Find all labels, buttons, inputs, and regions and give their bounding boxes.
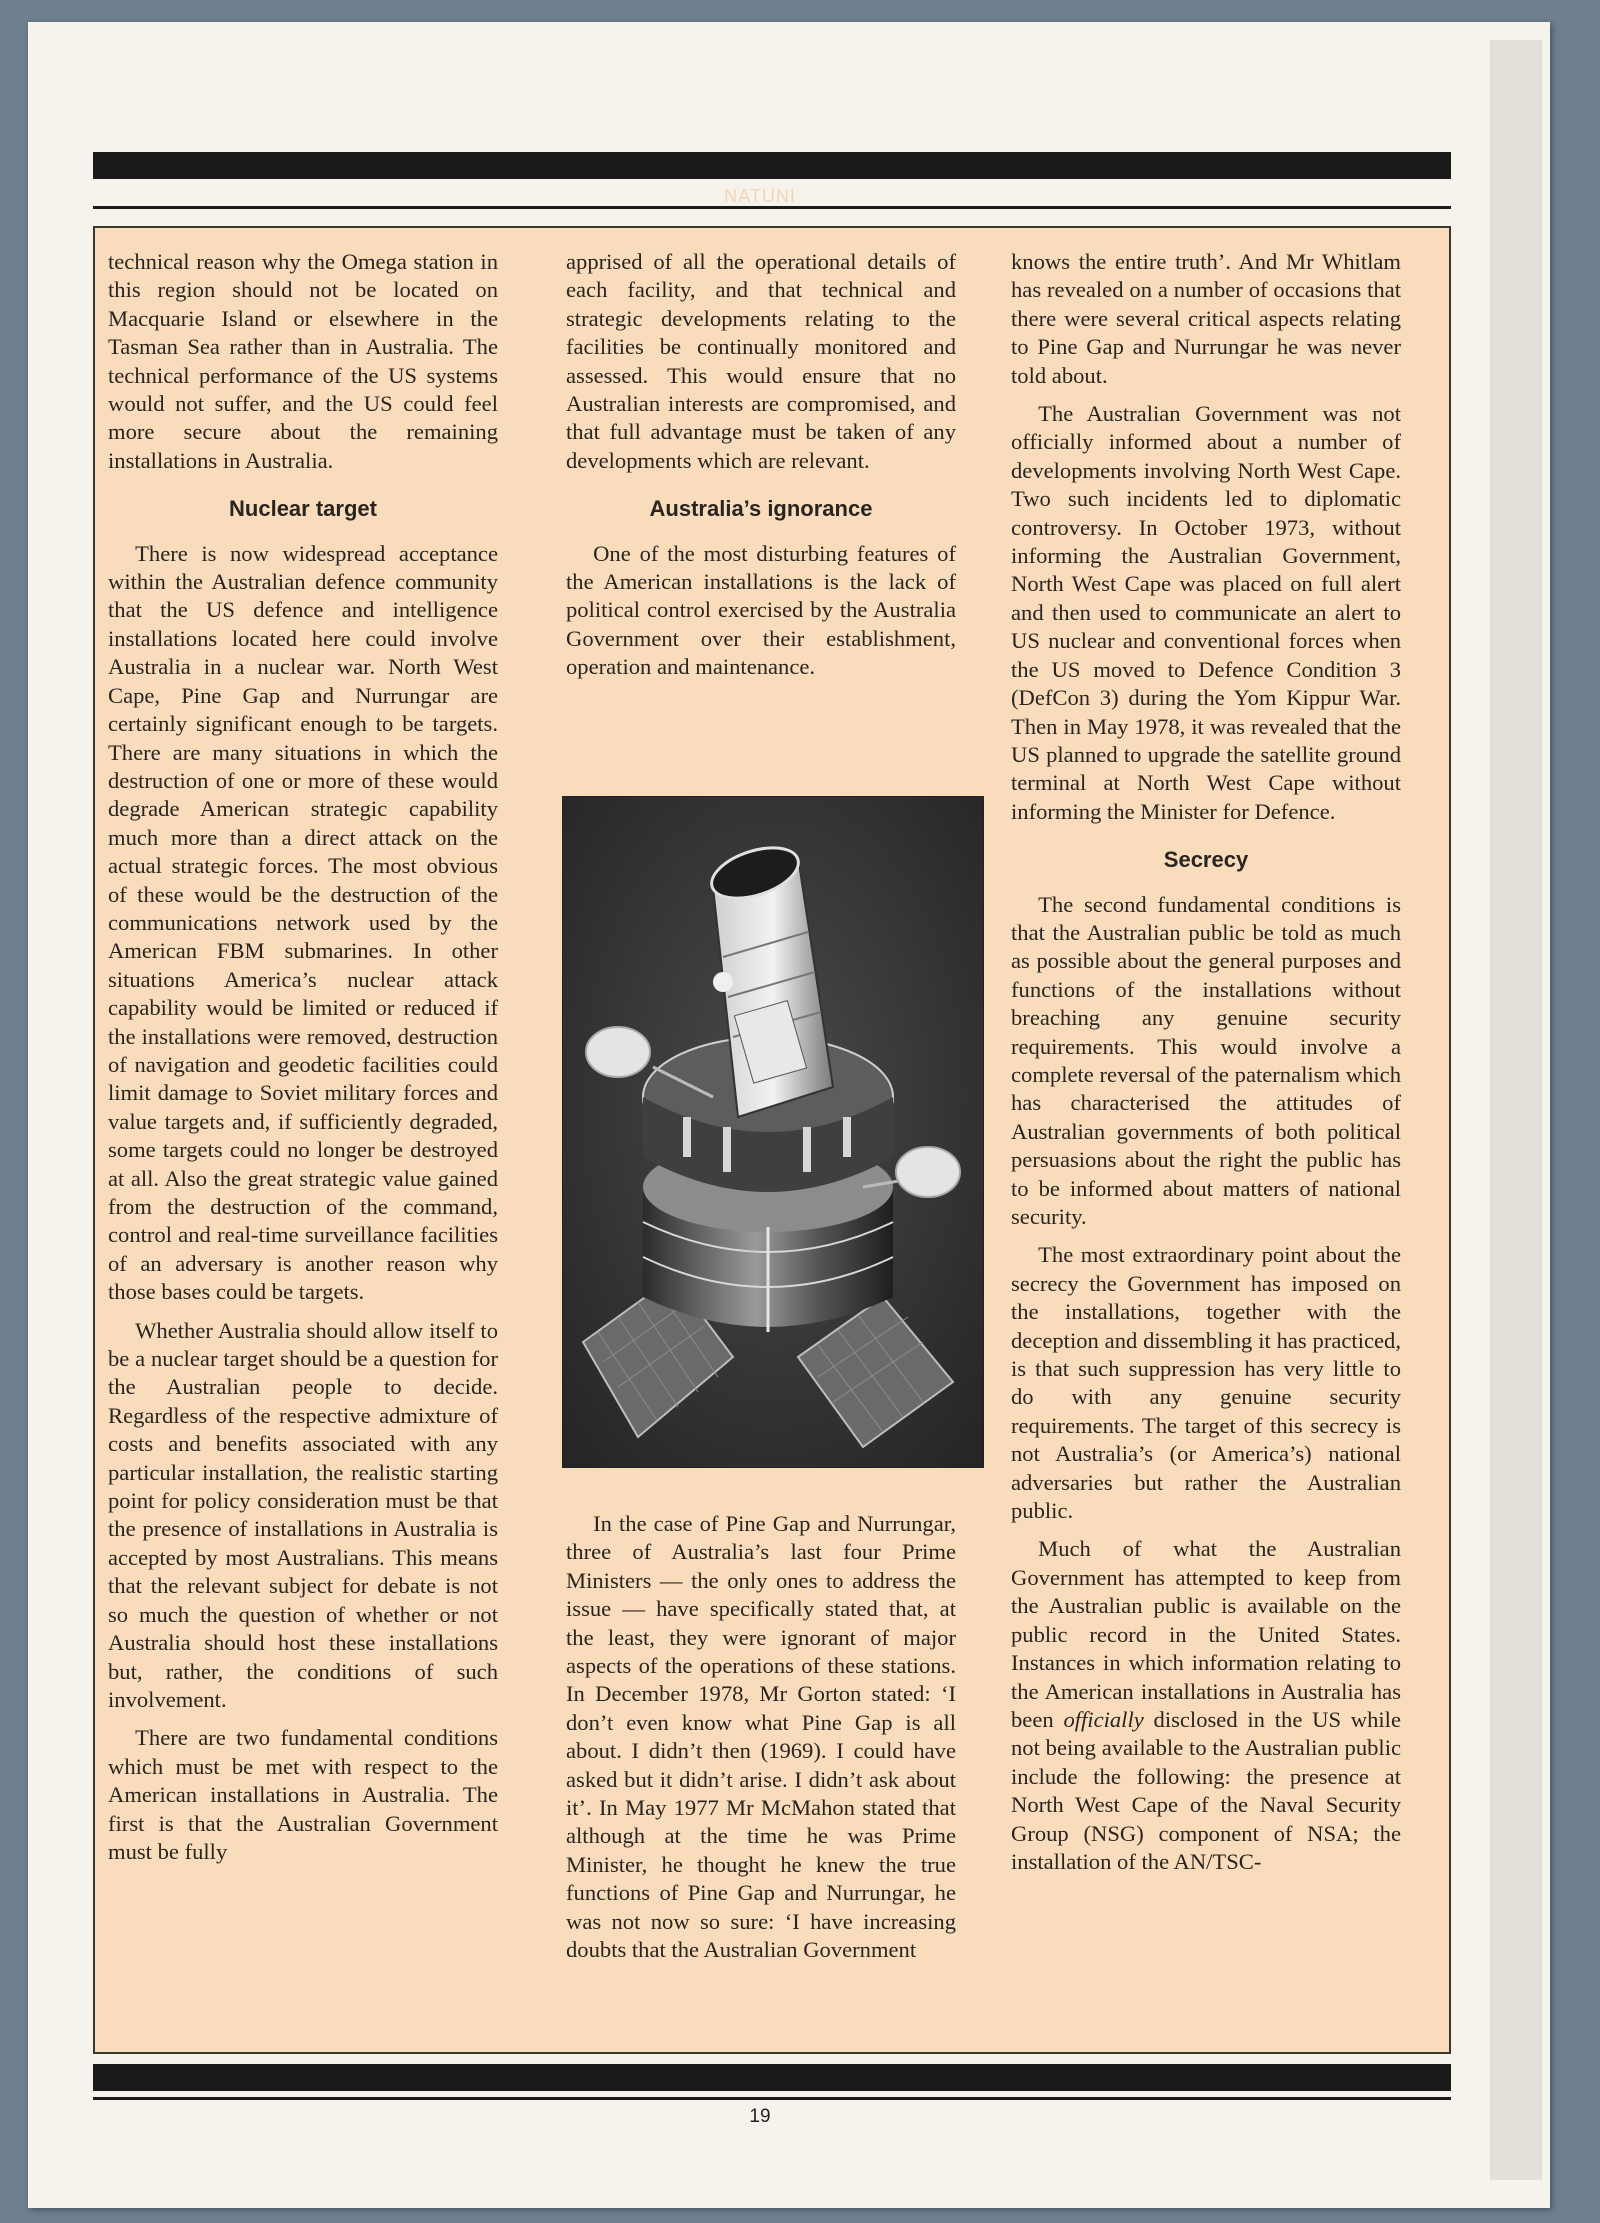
footer-rule bbox=[93, 2097, 1451, 2100]
officially-emphasis: officially bbox=[1063, 1706, 1144, 1732]
satellite-illustration bbox=[563, 797, 983, 1467]
heading-australias-ignorance: Australia’s ignorance bbox=[649, 496, 873, 522]
col3-paragraph-1: knows the entire truth’. And Mr Whitlam has revealed on a number of occasions that there were several critical aspects relating to Pine Gap and Nurrungar he was never told about. bbox=[1011, 249, 1401, 388]
heading-nuclear-target: Nuclear target bbox=[229, 496, 377, 522]
col2-paragraph-1: apprised of all the operational details of each facility, and that technical and strategic developments relating to the facilities be continually monitored and assessed. This would ensure that no Australian interests are compromised, and that full advantage must be taken of any developments which are relevant. bbox=[566, 249, 956, 473]
col3-paragraph-5-part-a: Much of what the Australian Government has attempted to keep from the Australian public is available on the public record in the United States. Instances in which information relating to the American installations in Australia has been bbox=[1011, 1536, 1401, 1732]
header-rule bbox=[93, 206, 1451, 209]
col1-paragraph-2: There is now widespread acceptance within the Australian defence community that the US defence and intelligence installations located here could involve Australia in a nuclear war. North West Cape, Pine Gap and Nurrungar are certainly significant enough to be targets. There are many situations in which the destruction of one or more of these would degrade American strategic capability much more than a direct attack on the actual strategic forces. The most obvious of these would be the destruction of the communications network used by the American FBM submarines. In other situations America’s nuclear attack capability would be limited or reduced if the installations were removed, destruction of navigation and geodetic facilities could limit damage to Soviet military forces and value targets and, if sufficiently degraded, some targets could no longer be destroyed at all. Also the great strategic value gained from the destruction of the command, control and real-time surveillance facilities of an adversary is another reason why those bases could be targets. bbox=[108, 540, 498, 1305]
satellite-photo bbox=[562, 796, 984, 1468]
col3-paragraph-5-part-b: disclosed in the US while not being available to the Australian public include the following: the presence at North West Cape of the Naval Security Group (NSG) component of NSA; the installation of the AN/TSC- bbox=[1011, 1706, 1401, 1874]
column-1 bbox=[108, 248, 498, 1876]
column-2-bottom bbox=[566, 1510, 956, 1975]
column-2-top bbox=[566, 248, 956, 692]
col1-paragraph-1: technical reason why the Omega station in this region should not be located on Macquarie Island or elsewhere in the Tasman Sea rather than in Australia. The technical performance of the US systems would not suffer, and the US could feel more secure about the remaining installations in Australia. bbox=[108, 249, 498, 473]
col3-paragraph-2: The Australian Government was not officially informed about a number of developments involving North West Cape. Two such incidents led to diplomatic controversy. In October 1973, without informing the Australian Government, North West Cape was placed on full alert and then used to communicate an alert to US nuclear and conventional forces when the US moved to Defence Condition 3 (DefCon 3) during the Yom Kippur War. Then in May 1978, it was revealed that the US planned to upgrade the satellite ground terminal at North West Cape without informing the Minister for Defence. bbox=[1011, 401, 1401, 824]
col2-paragraph-2: One of the most disturbing features of the American installations is the lack of political control exercised by the Australia Government over their establishment, operation and maintenance. bbox=[566, 540, 956, 680]
footer-bar bbox=[93, 2064, 1451, 2091]
col2-paragraph-3: In the case of Pine Gap and Nurrungar, three of Australia’s last four Prime Ministers — the only ones to address the issue — have specifically stated that, at the least, they were ignorant of major aspects of the operations of these stations. In December 1978, Mr Gorton stated: ‘I don’t even know what Pine Gap is all about. I didn’t then (1969). I could have asked but it didn’t arise. I didn’t ask about it’. In May 1977 Mr McMahon stated that although at the time he was Prime Minister, he thought he knew the true functions of Pine Gap and Nurrungar, he was not now so sure: ‘I have increasing doubts that the Australian Government bbox=[566, 1511, 956, 1963]
header-label: NATUNI bbox=[724, 186, 796, 206]
heading-secrecy: Secrecy bbox=[1163, 847, 1249, 873]
col3-paragraph-4: The most extraordinary point about the secrecy the Government has imposed on the installations, together with the deception and dissembling it has practiced, is that such suppression has very little to do with any genuine security requirements. The target of this secrecy is not Australia’s (or America’s) national adversaries but rather the Australian public. bbox=[1011, 1242, 1401, 1524]
column-3 bbox=[1011, 248, 1401, 1886]
page-edge bbox=[1490, 40, 1542, 2180]
page-number: 19 bbox=[749, 2106, 771, 2127]
col3-paragraph-5 bbox=[1011, 1535, 1401, 1876]
col1-paragraph-4: There are two fundamental conditions which must be met with respect to the American installations in Australia. The first is that the Australian Government must be fully bbox=[108, 1725, 498, 1864]
col1-paragraph-3: Whether Australia should allow itself to be a nuclear target should be a question for the Australian people to decide. Regardless of the respective admixture of costs and benefits associated with any particular installation, the realistic starting point for policy consideration must be that the presence of installations in Australia is accepted by most Australians. This means that the relevant subject for debate is not so much the question of whether or not Australia should host these installations but, rather, the conditions of such involvement. bbox=[108, 1317, 498, 1712]
header-bar bbox=[93, 152, 1451, 179]
col3-paragraph-3: The second fundamental conditions is that the Australian public be told as much as possible about the general purposes and functions of the installations without breaching any genuine security requirements. This would involve a complete reversal of the paternalism which has characterised the attitudes of Australian governments of both political persuasions about the right the public has to be informed about matters of national security. bbox=[1011, 891, 1401, 1229]
